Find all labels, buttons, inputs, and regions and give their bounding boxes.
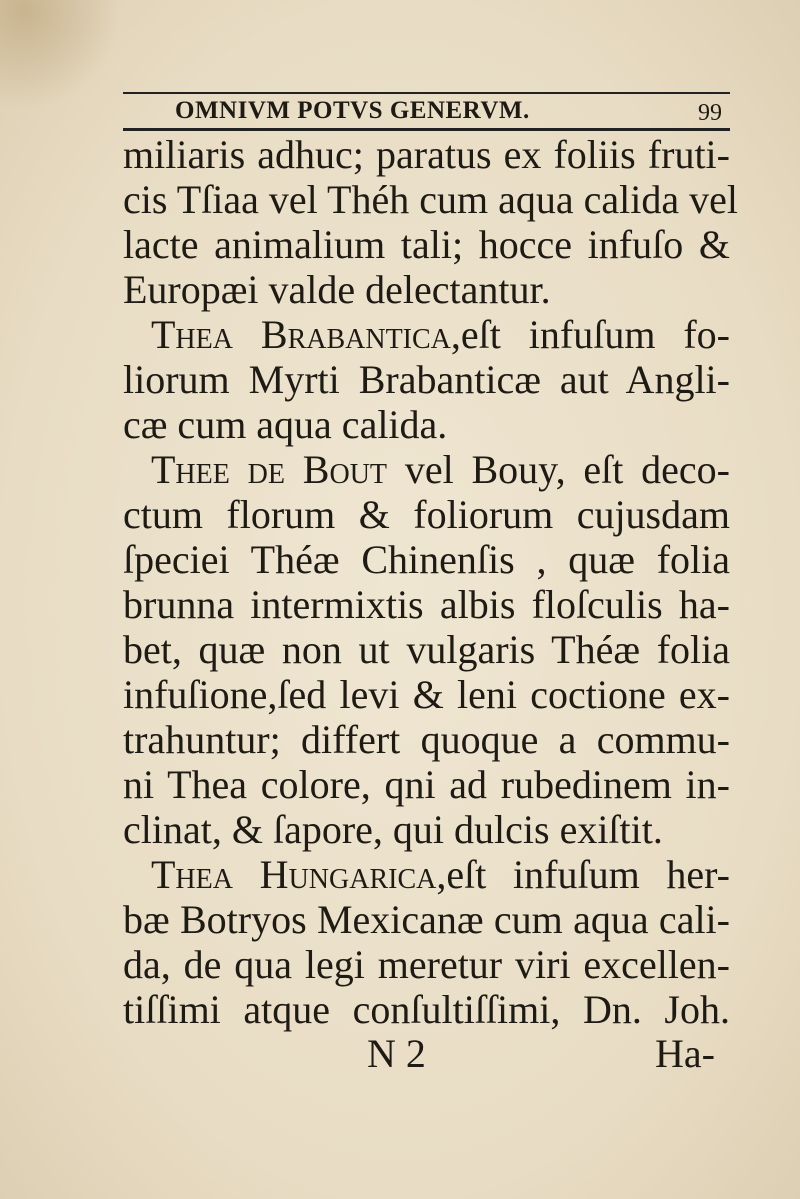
text-line (123, 492, 730, 537)
text-line (123, 447, 730, 492)
line-text: da, de qua legi meretur viri excellen- (123, 942, 730, 987)
text-line (123, 312, 730, 357)
line-text: liorum Myrti Brabanticæ aut Angli- (123, 357, 730, 402)
text-line (123, 852, 730, 897)
line-text: brunna intermixtis albis floſculis ha- (123, 582, 730, 627)
page-stain (0, 0, 120, 110)
text-line (123, 357, 730, 402)
small-caps-heading: Thea Hungarica (151, 852, 437, 897)
text-line (123, 267, 730, 312)
line-text: cis Tſiaa vel Théh cum aqua calida vel (123, 177, 738, 222)
text-line (123, 177, 738, 222)
line-text: ctum florum & foliorum cujusdam (123, 492, 730, 537)
running-title: OMNIVM POTVS GENERVM. (175, 97, 530, 124)
small-caps-heading: Thea Brabantica (151, 312, 451, 357)
text-line (123, 762, 730, 807)
signature-mark: N 2 (367, 1031, 426, 1076)
line-text: bæ Botryos Mexicanæ cum aqua cali- (123, 897, 730, 942)
line-text: ſpeciei Théæ Chinenſis , quæ folia (123, 537, 730, 582)
line-text: cæ cum aqua calida. (123, 402, 448, 447)
running-head (123, 92, 730, 131)
line-text: miliaris adhuc; paratus ex foliis fruti- (123, 132, 730, 177)
line-text: ni Thea colore, qni ad rubedinem in- (123, 762, 730, 807)
catchword: Ha- (655, 1031, 715, 1076)
line-text: lacte animalium tali; hocce infuſo & (123, 222, 730, 267)
text-line (123, 627, 730, 672)
page-number: 99 (698, 100, 722, 126)
line-text: ,eſt infuſum fo- (450, 312, 730, 357)
text-line (123, 807, 730, 852)
line-text: infuſione,ſed levi & leni coctione ex- (123, 672, 730, 717)
text-line (123, 132, 730, 177)
text-line (123, 582, 730, 627)
text-line (123, 672, 730, 717)
text-line (123, 942, 730, 987)
line-text: bet, quæ non ut vulgaris Théæ folia (123, 627, 730, 672)
text-line (123, 717, 730, 762)
text-line (123, 222, 730, 267)
text-line (123, 987, 730, 1032)
line-text: ,eſt infuſum her- (436, 852, 730, 897)
text-line (123, 537, 730, 582)
small-caps-heading: Thee de Bout (151, 447, 388, 492)
line-text: Europæi valde delectantur. (123, 267, 551, 312)
line-text: tiſſimi atque conſultiſſimi, Dn. Joh. (123, 987, 730, 1032)
line-text: trahuntur; differt quoque a commu- (123, 717, 730, 762)
body-text (123, 132, 738, 1032)
line-text: vel Bouy, eſt deco- (387, 447, 730, 492)
text-line (123, 897, 730, 942)
text-line (123, 402, 730, 447)
line-text: clinat, & ſapore, qui dulcis exiſtit. (123, 807, 663, 852)
